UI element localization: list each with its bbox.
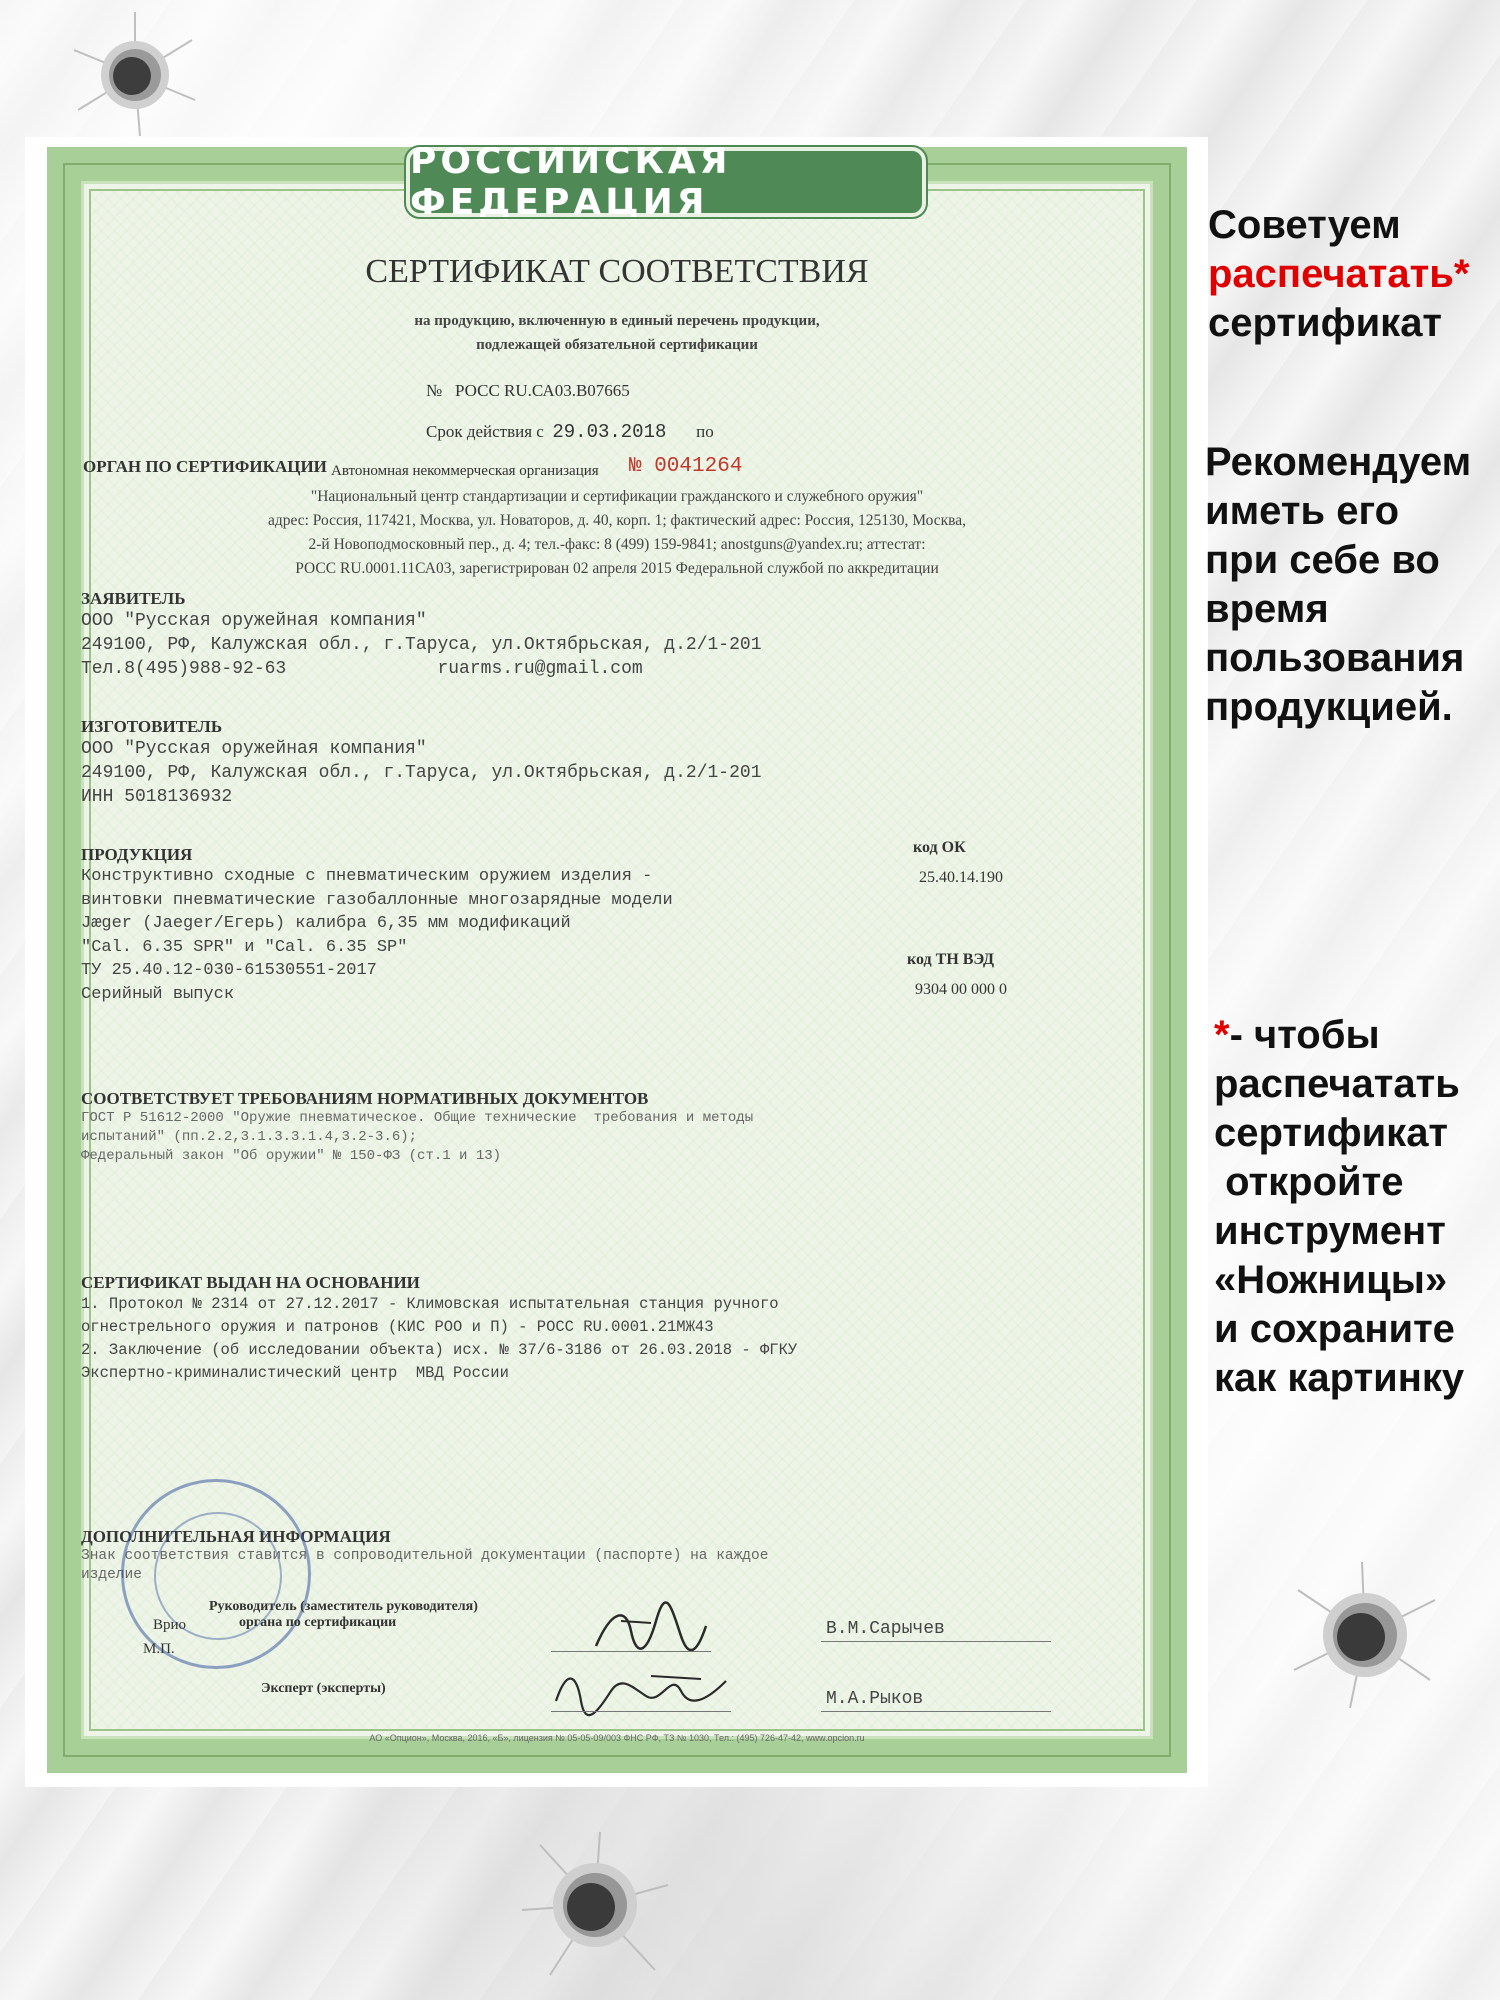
advice-line: откройте [1214, 1160, 1404, 1204]
blank-number-value: № 0041264 [629, 455, 743, 478]
validity-label: Срок действия с [426, 422, 544, 441]
advice-line: пользования [1205, 636, 1465, 680]
mp-label: М.П. [143, 1641, 175, 1657]
advice-line: и сохраните [1214, 1307, 1455, 1351]
head-name: В.М.Сарычев [826, 1619, 945, 1639]
head-label [209, 1599, 478, 1631]
number-value: РОСС RU.СА03.В07665 [454, 381, 630, 400]
expert-signature-line [551, 1711, 731, 1712]
expert-label: Эксперт (эксперты) [261, 1681, 386, 1696]
certificate-image [25, 137, 1208, 1787]
conformity-text: ГОСТ Р 51612-2000 "Оружие пневматическое. Общие технические требования и методы испытаний" (пп.2.2,3.1.3.3.1.4,3.2-3.6); Федеральный закон "Об оружии" № 150-ФЗ (ст.1 и 13) [81, 1110, 754, 1164]
expert-name-line [821, 1711, 1051, 1712]
head-name-line [821, 1641, 1051, 1642]
applicant-head: ЗАЯВИТЕЛЬ [81, 589, 186, 608]
advice-line: Рекомендуем [1205, 440, 1472, 484]
keep-advice [1205, 438, 1471, 732]
additional-text: Знак соответствия ставится в сопроводительной документации (паспорте) на каждое изделие [81, 1548, 769, 1583]
organ-details [81, 485, 1153, 581]
subtitle-line: на продукцию, включенную в единый перечень продукции, [414, 313, 820, 329]
bullet-hole-icon [70, 10, 200, 140]
subtitle-line: подлежащей обязательной сертификации [476, 337, 758, 353]
advice-line: продукцией. [1205, 685, 1453, 729]
validity-from: 29.03.2018 [552, 421, 667, 443]
expert-name: М.А.Рыков [826, 1689, 924, 1709]
organ-line: 2-й Новоподмосковный пер., д. 4; тел.-факс: 8 (499) 159-9841; anostguns@yandex.ru; аттестат: [308, 536, 926, 553]
blank-number [629, 455, 742, 478]
expert-signature [551, 1661, 731, 1721]
product-text: Конструктивно сходные с пневматическим оружием изделия - винтовки пневматические газобаллонные многозарядные модели Jæger (Jaeger/Егерь) калибра 6,35 мм модификаций "Cal. 6.35 SPR" и "Cal. 6.35 SP" ТУ 25.40.12-030-61530551-2017 Серийный выпуск [81, 867, 673, 1004]
organ-line: "Национальный центр стандартизации и сертификации гражданского и служебного оружия" [310, 488, 924, 505]
head-label-line: органа по сертификации [239, 1615, 397, 1630]
certificate-title: СЕРТИФИКАТ СООТВЕТСТВИЯ [365, 253, 869, 290]
advice-line: сертификат [1208, 301, 1443, 345]
advice-line: как картинку [1214, 1356, 1465, 1400]
applicant-text: ООО "Русская оружейная компания" 249100, РФ, Калужская обл., г.Таруса, ул.Октябрьская, д.2/1-201 Тел.8(495)988-92-63 ruarms.ru@gmail.com [81, 611, 762, 679]
head-signature [591, 1601, 711, 1661]
advice-line: сертификат [1214, 1111, 1449, 1155]
advice-accent: распечатать* [1208, 252, 1470, 296]
validity [426, 421, 714, 443]
ok-code-label: код ОК [913, 839, 966, 856]
bullet-hole-icon [520, 1830, 670, 1980]
print-advice [1208, 201, 1469, 348]
organ-line: адрес: Россия, 117421, Москва, ул. Новаторов, д. 40, корп. 1; фактический адрес: Россия, 125130, Москва, [267, 512, 967, 529]
advice-first: - чтобы [1229, 1013, 1380, 1057]
advice-line: «Ножницы» [1214, 1258, 1448, 1302]
advice-line: инструмент [1214, 1209, 1446, 1253]
print-instructions [1214, 1011, 1464, 1403]
head-label-line: Руководитель (заместитель руководителя) [209, 1599, 478, 1614]
advice-line: иметь его [1205, 489, 1400, 533]
tnved-code-label: код ТН ВЭД [907, 951, 994, 968]
certificate-subtitle [81, 309, 1153, 357]
organ-head: ОРГАН ПО СЕРТИФИКАЦИИ [83, 457, 327, 476]
conformity-head: СООТВЕТСТВУЕТ ТРЕБОВАНИЯМ НОРМАТИВНЫХ ДОКУМЕНТОВ [81, 1089, 649, 1108]
organ-type: Автономная некоммерческая организация [331, 463, 599, 479]
product-head: ПРОДУКЦИЯ [81, 845, 193, 864]
print-footer: АО «Опцион», Москва, 2016, «Б», лицензия № 05-05-09/003 ФНС РФ, ТЗ № 1030, Тел.: (495) 726-47-42, www.opcion.ru [369, 1733, 865, 1743]
basis-text: 1. Протокол № 2314 от 27.12.2017 - Климовская испытательная станция ручного огнестрельного оружия и патронов (КИС РОО и П) - РОСС RU.0001.21МЖ43 2. Заключение (об исследовании объекта) исх. № 37/6-3186 от 26.03.2018 - ФГКУ Экспертно-криминалистический центр МВД России [81, 1295, 798, 1382]
head-signature-line [551, 1651, 711, 1652]
tnved-code-value: 9304 00 000 0 [915, 981, 1007, 998]
certificate-number [426, 381, 630, 401]
certificate-banner: РОССИЙСКАЯ ФЕДЕРАЦИЯ [406, 147, 926, 217]
ok-code-value: 25.40.14.190 [919, 869, 1003, 886]
manufacturer-text: ООО "Русская оружейная компания" 249100, РФ, Калужская обл., г.Таруса, ул.Октябрьская, д.2/1-201 ИНН 5018136932 [81, 739, 762, 807]
manufacturer-head: ИЗГОТОВИТЕЛЬ [81, 717, 223, 736]
number-label: № [426, 381, 443, 400]
advice-line [1214, 1011, 1464, 1060]
advice-line: время [1205, 587, 1329, 631]
advice-line: при себе во [1205, 538, 1440, 582]
bullet-hole-icon [1290, 1560, 1440, 1710]
additional-head: ДОПОЛНИТЕЛЬНАЯ ИНФОРМАЦИЯ [81, 1527, 391, 1546]
basis-head: СЕРТИФИКАТ ВЫДАН НА ОСНОВАНИИ [81, 1273, 420, 1292]
advice-line: распечатать [1214, 1062, 1460, 1106]
organ-line: РОСС RU.0001.11СА03, зарегистрирован 02 апреля 2015 Федеральной службой по аккредитации [295, 560, 939, 577]
validity-to-label: по [696, 422, 714, 441]
advice-line: Советуем [1208, 203, 1401, 247]
certificate [47, 141, 1187, 1773]
advice-star: * [1214, 1013, 1230, 1057]
vrio-label: Врио [153, 1617, 187, 1633]
